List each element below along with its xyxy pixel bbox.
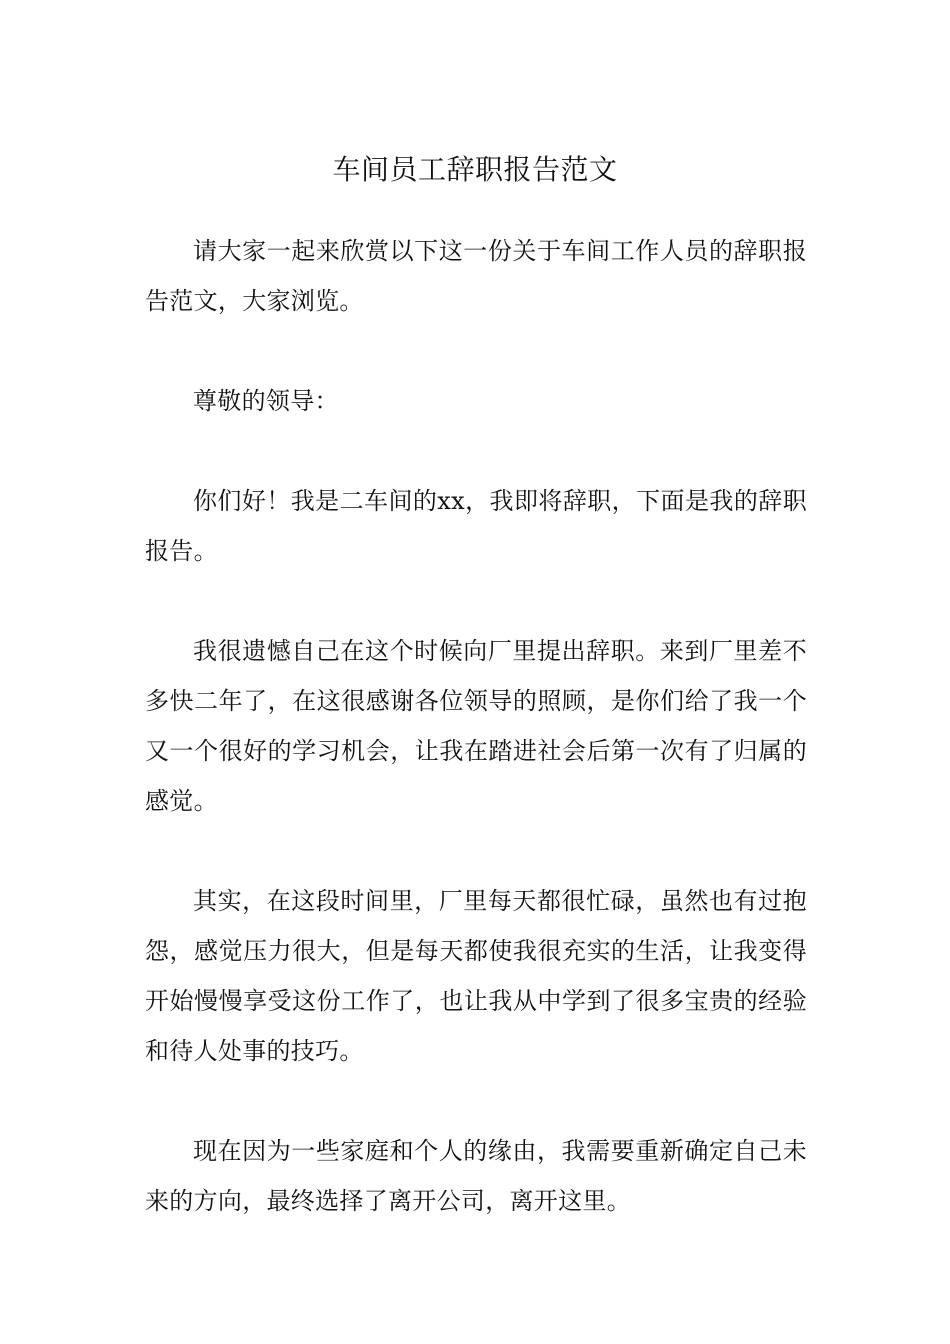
experience-paragraph: 其实，在这段时间里，厂里每天都很忙碌，虽然也有过抱怨，感觉压力很大，但是每天都使我很充实的生活，让我变得开始慢慢享受这份工作了，也让我从中学到了很多宝贵的经验和待人处事的技巧。 — [145, 887, 807, 1065]
document-body — [145, 226, 807, 1276]
greeting-paragraph: 你们好！我是二车间的xx，我即将辞职，下面是我的辞职报告。 — [145, 487, 807, 565]
document-title: 车间员工辞职报告范文 — [332, 152, 618, 186]
salutation-paragraph: 尊敬的领导： — [193, 387, 339, 415]
reason-paragraph: 现在因为一些家庭和个人的缘由，我需要重新确定自己未来的方向，最终选择了离开公司，离开这里。 — [145, 1137, 807, 1215]
regret-paragraph: 我很遗憾自己在这个时候向厂里提出辞职。来到厂里差不多快二年了，在这很感谢各位领导的照顾，是你们给了我一个又一个很好的学习机会，让我在踏进社会后第一次有了归属的感觉。 — [145, 637, 807, 815]
intro-paragraph: 请大家一起来欣赏以下这一份关于车间工作人员的辞职报告范文，大家浏览。 — [145, 237, 807, 315]
